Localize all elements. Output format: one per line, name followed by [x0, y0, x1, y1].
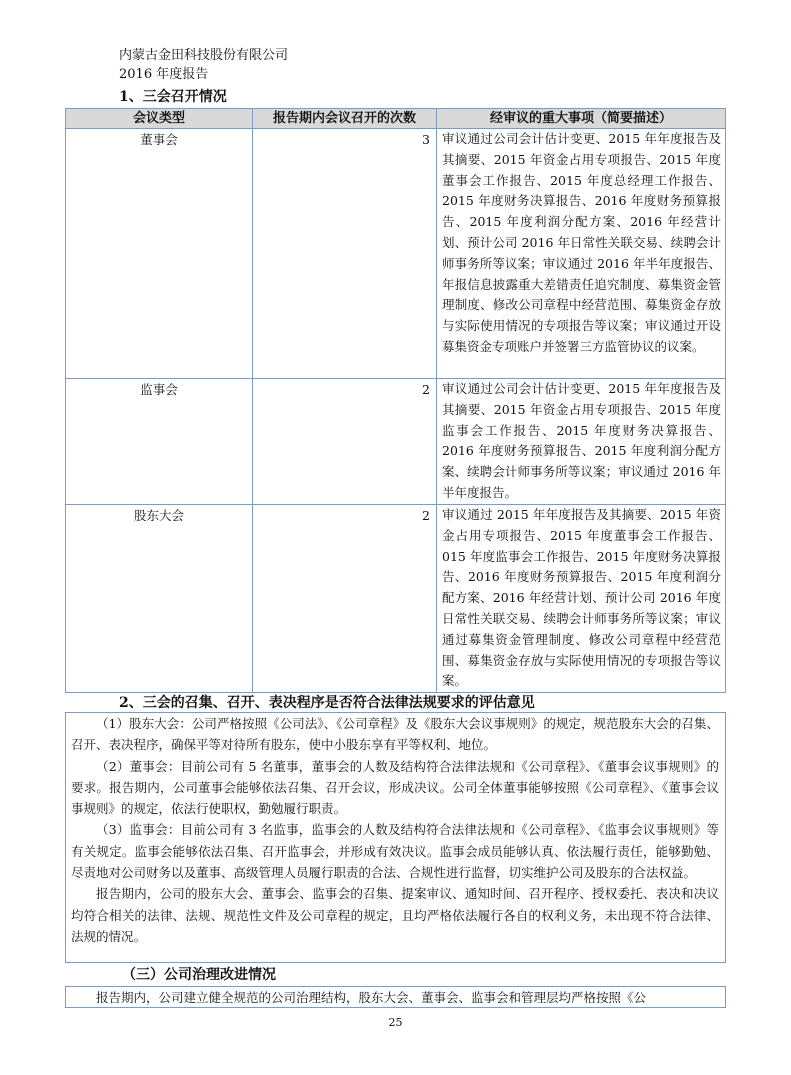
- meeting-count: 2: [253, 505, 437, 693]
- meeting-description: 审议通过 2015 年年度报告及其摘要、2015 年资金占用专项报告、2015 年度董事会工作报告、015 年度监事会工作报告、2015 年度财务决算报告、2016 年度财务预算报告、2015 年度利润分配方案、2016 年经营计划、预计公司 2016 年度日常性关联交易、续聘会计师事务所等议案；审议通过募集资金管理制度、修改公司章程中经营范围、募集资金存放与实际使用情况的专项报告等议案。: [437, 505, 726, 693]
- table-header-row: [66, 109, 726, 129]
- improvement-text: 报告期内，公司建立健全规范的公司治理结构，股东大会、董事会、监事会和管理层均严格按照《公: [96, 990, 647, 1005]
- table-row: [66, 379, 726, 505]
- section1-title: 1、三会召开情况: [119, 89, 227, 105]
- table-row: [66, 505, 726, 693]
- evaluation-paragraph: （3）监事会：目前公司有 3 名监事，监事会的人数及结构符合法律法规和《公司章程》、《监事会议事规则》等有关规定。监事会能够依法召集、召开监事会，并形成有效决议。监事会成员能够认真、依法履行责任，能够勤勉、尽责地对公司财务以及董事、高级管理人员履行职责的合法、合规性进行监督，切实维护公司及股东的合法权益。: [71, 822, 719, 881]
- section2-title: 2、三会的召集、召开、表决程序是否符合法律法规要求的评估意见: [119, 695, 535, 711]
- company-name: 内蒙古金田科技股份有限公司: [119, 48, 289, 63]
- page-number: 25: [388, 1016, 403, 1029]
- evaluation-box: [65, 712, 726, 963]
- meeting-description: 审议通过公司会计估计变更、2015 年年度报告及其摘要、2015 年资金占用专项报告、2015 年度董事会工作报告、2015 年度总经理工作报告、2015 年度财务决算报告、2016 年度财务预算报告、2015 年度利润分配方案、2016 年经营计划、预计公司 2016 年日常性关联交易、续聘会计师事务所等议案；审议通过 2016 年半年度报告、年报信息披露重大差错责任追究制度、募集资金管理制度、修改公司章程中经营范围、募集资金存放与实际使用情况的专项报告等议案；审议通过开设募集资金专项账户并签署三方监管协议的议案。: [437, 129, 726, 379]
- meeting-description: 审议通过公司会计估计变更、2015 年年度报告及其摘要、2015 年资金占用专项报告、2015 年度监事会工作报告、2015 年度财务决算报告、2016 年度财务预算报告、2015 年度利润分配方案、续聘会计师事务所等议案；审议通过 2016 年半年度报告。: [437, 379, 726, 505]
- section3-title: （三）公司治理改进情况: [122, 967, 276, 983]
- evaluation-paragraph: 报告期内，公司的股东大会、董事会、监事会的召集、提案审议、通知时间、召开程序、授权委托、表决和决议均符合相关的法律、法规、规范性文件及公司章程的规定，且均严格依法履行各自的权利义务，未出现不符合法律、法规的情况。: [71, 886, 719, 944]
- evaluation-paragraph: （1）股东大会：公司严格按照《公司法》、《公司章程》及《股东大会议事规则》的规定，规范股东大会的召集、召开、表决程序，确保平等对待所有股东，使中小股东享有平等权利、地位。: [71, 716, 719, 753]
- column-header: 报告期内会议召开的次数: [253, 109, 437, 129]
- meeting-type: 股东大会: [66, 505, 253, 693]
- report-title: 2016 年度报告: [119, 67, 209, 82]
- meetings-table: [65, 108, 726, 693]
- improvement-box: [65, 986, 726, 1008]
- table-row: [66, 129, 726, 379]
- column-header: 会议类型: [66, 109, 253, 129]
- meeting-type: 监事会: [66, 379, 253, 505]
- meeting-count: 3: [253, 129, 437, 379]
- meeting-type: 董事会: [66, 129, 253, 379]
- evaluation-paragraph: （2）董事会：目前公司有 5 名董事，董事会的人数及结构符合法律法规和《公司章程》、《董事会议事规则》的要求。报告期内，公司董事会能够依法召集、召开会议，形成决议。公司全体董事能够按照《公司章程》、《董事会议事规则》的规定，依法行使职权，勤勉履行职责。: [71, 758, 719, 817]
- column-header: 经审议的重大事项（简要描述）: [437, 109, 726, 129]
- meeting-count: 2: [253, 379, 437, 505]
